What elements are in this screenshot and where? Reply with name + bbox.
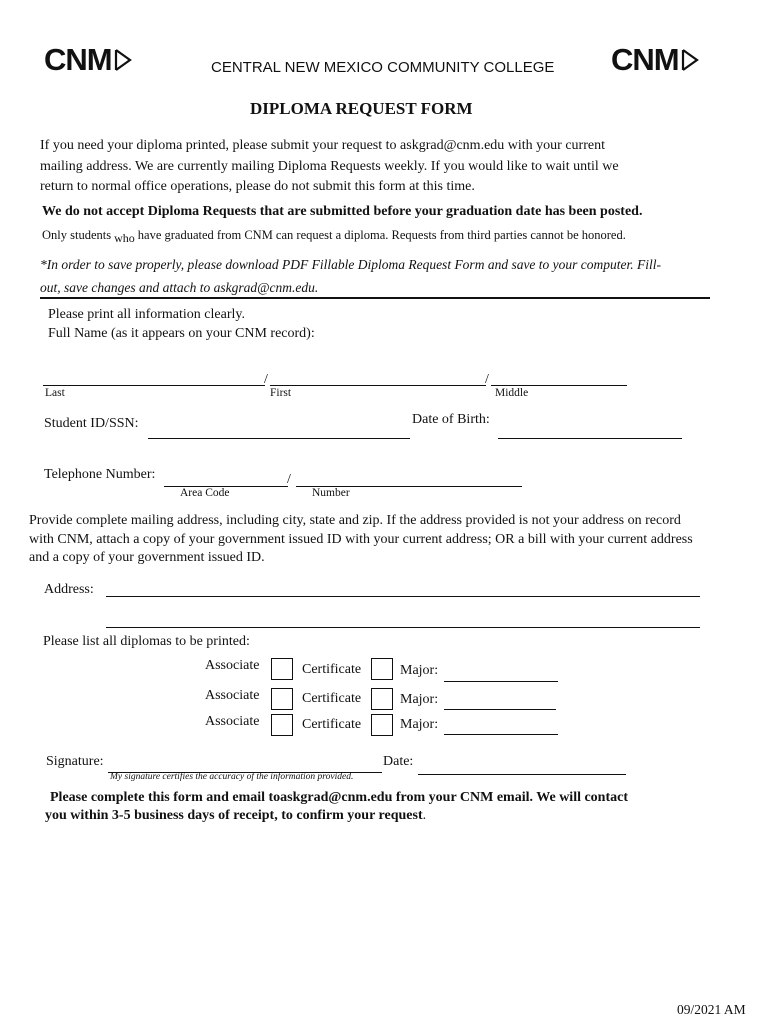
intro-line-1: If you need your diploma printed, please submit your request to askgrad@cnm.edu with your current bbox=[40, 138, 605, 153]
major-label: Major: bbox=[400, 717, 439, 732]
date-input[interactable] bbox=[420, 757, 628, 775]
college-name: CENTRAL NEW MEXICO COMMUNITY COLLEGE bbox=[211, 59, 555, 76]
full-name-label: Full Name (as it appears on your CNM record): bbox=[48, 326, 315, 341]
certificate-label: Certificate bbox=[302, 717, 362, 732]
notice-bold: We do not accept Diploma Requests that are submitted before your graduation date has been posted. bbox=[42, 204, 643, 219]
student-id-label: Student ID/SSN: bbox=[44, 416, 139, 431]
certificate-checkbox[interactable] bbox=[371, 714, 393, 736]
cnm-logo-text: CNM bbox=[611, 42, 679, 77]
major-label: Major: bbox=[400, 663, 439, 678]
closing-line-2 bbox=[45, 808, 426, 824]
diplomas-label: Please list all diplomas to be printed: bbox=[43, 634, 250, 649]
middle-name-input[interactable] bbox=[493, 368, 629, 386]
address-line-2-underline bbox=[106, 627, 700, 628]
associate-label: Associate bbox=[205, 688, 260, 703]
revision-label: 09/2021 AM bbox=[677, 1002, 746, 1017]
closing-line-1: Please complete this form and email toaskgrad@cnm.edu from your CNM email. We will contact bbox=[50, 790, 629, 805]
dob-label: Date of Birth: bbox=[412, 412, 490, 427]
last-name-underline bbox=[43, 385, 265, 386]
associate-checkbox[interactable] bbox=[271, 714, 293, 736]
student-id-underline bbox=[148, 438, 410, 439]
associate-checkbox[interactable] bbox=[271, 658, 293, 680]
address-label: Address: bbox=[44, 582, 94, 597]
save-note-line-1: *In order to save properly, please download PDF Fillable Diploma Request Form and save to your computer. Fill- bbox=[40, 257, 662, 272]
cnm-logo-text: CNM bbox=[44, 42, 112, 77]
date-label: Date: bbox=[383, 754, 414, 769]
address-line-1-underline bbox=[106, 596, 700, 597]
address-instructions-line-2: with CNM, attach a copy of your government issued ID with your current address; OR a bill with your current address bbox=[29, 532, 693, 547]
notice-part: have graduated from CNM can request a diploma. Requests from third parties cannot be honored. bbox=[137, 228, 626, 242]
signature-label: Signature: bbox=[46, 754, 104, 769]
dob-input[interactable] bbox=[500, 421, 684, 439]
certificate-checkbox[interactable] bbox=[371, 688, 393, 710]
major-underline bbox=[444, 734, 558, 735]
number-label: Number bbox=[312, 487, 350, 499]
print-clearly-text: Please print all information clearly. bbox=[48, 307, 245, 322]
major-input[interactable] bbox=[446, 717, 560, 735]
page-title: DIPLOMA REQUEST FORM bbox=[250, 99, 473, 118]
closing-period: . bbox=[422, 808, 427, 823]
major-label: Major: bbox=[400, 692, 439, 707]
address-line-1-input[interactable] bbox=[108, 579, 700, 597]
certificate-checkbox[interactable] bbox=[371, 658, 393, 680]
middle-name-underline bbox=[491, 385, 627, 386]
closing-line-2-text: you within 3-5 business days of receipt, to confirm your request bbox=[45, 808, 423, 823]
intro-line-3: return to normal office operations, please do not submit this form at this time. bbox=[40, 179, 475, 194]
phone-number-input[interactable] bbox=[298, 469, 524, 487]
address-instructions-line-3: and a copy of your government issued ID. bbox=[29, 550, 265, 565]
intro-line-2: mailing address. We are currently mailing Diploma Requests weekly. If you would like to wait until we bbox=[40, 159, 619, 174]
area-code-label: Area Code bbox=[180, 487, 230, 499]
cnm-logo-left bbox=[44, 42, 133, 78]
name-separator: / bbox=[485, 372, 489, 387]
notice-part: Only students bbox=[42, 228, 112, 242]
date-underline bbox=[418, 774, 626, 775]
first-name-underline bbox=[270, 385, 486, 386]
last-label: Last bbox=[45, 387, 65, 399]
area-code-input[interactable] bbox=[166, 469, 290, 487]
associate-label: Associate bbox=[205, 658, 260, 673]
telephone-label: Telephone Number: bbox=[44, 467, 156, 482]
major-input[interactable] bbox=[446, 692, 558, 710]
certificate-label: Certificate bbox=[302, 691, 362, 706]
cnm-logo-right bbox=[611, 42, 700, 78]
signature-input[interactable] bbox=[112, 755, 384, 773]
signature-note: My signature certifies the accuracy of the information provided. bbox=[110, 772, 354, 782]
associate-label: Associate bbox=[205, 714, 260, 729]
arrow-icon bbox=[113, 47, 133, 73]
associate-checkbox[interactable] bbox=[271, 688, 293, 710]
last-name-input[interactable] bbox=[44, 368, 266, 386]
middle-label: Middle bbox=[495, 387, 529, 399]
notice-part: who bbox=[111, 231, 138, 245]
address-line-2-input[interactable] bbox=[108, 610, 700, 628]
first-name-input[interactable] bbox=[272, 368, 488, 386]
dob-underline bbox=[498, 438, 682, 439]
save-note-line-2: out, save changes and attach to askgrad@cnm.edu. bbox=[40, 280, 319, 295]
address-instructions-line-1: Provide complete mailing address, including city, state and zip. If the address provided is not your address on record bbox=[29, 513, 681, 528]
major-underline bbox=[444, 681, 558, 682]
section-divider bbox=[40, 297, 710, 299]
major-underline bbox=[444, 709, 556, 710]
student-id-input[interactable] bbox=[150, 421, 412, 439]
name-separator: / bbox=[264, 372, 268, 387]
notice-third-party bbox=[42, 228, 626, 243]
arrow-icon bbox=[680, 47, 700, 73]
phone-separator: / bbox=[287, 472, 291, 487]
major-input[interactable] bbox=[446, 664, 560, 682]
certificate-label: Certificate bbox=[302, 662, 362, 677]
first-label: First bbox=[270, 387, 292, 399]
